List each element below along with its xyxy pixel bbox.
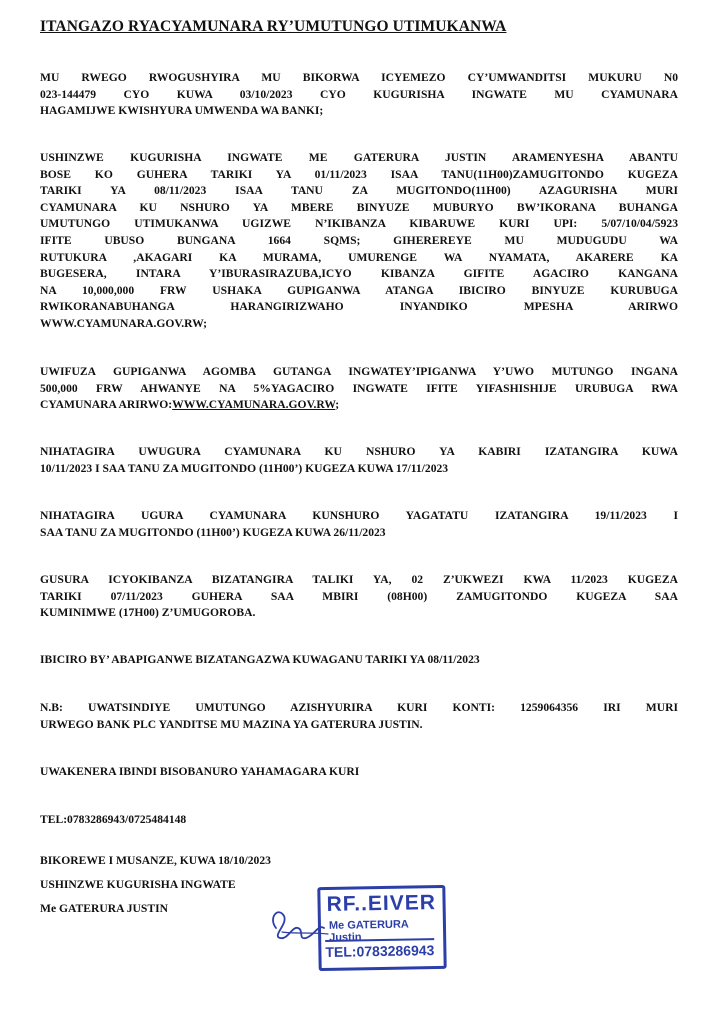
text-line: TARIKI YA 08/11/2023 ISAA TANU ZA MUGITONDO(11H00) AZAGURISHA MURI	[40, 184, 678, 198]
text-line: BOSE KO GUHERA TARIKI YA 01/11/2023 ISAA TANU(11H00)ZAMUGITONDO KUGEZA	[40, 167, 678, 181]
text-line: HAGAMIJWE KWISHYURA UMWENDA WA BANKI;	[40, 104, 324, 118]
paragraph-contact-info	[40, 764, 678, 781]
paragraph-phone	[40, 812, 678, 829]
closing-place-date: BIKOREWE I MUSANZE, KUWA 18/10/2023	[40, 854, 271, 867]
text-line: NIHATAGIRA UWUGURA CYAMUNARA KU NSHURO YA KABIRI IZATANGIRA KUWA	[40, 445, 678, 458]
text-line: RUTUKURA ,AKAGARI KA MURAMA, UMURENGE WA NYAMATA, AKARERE KA	[40, 250, 678, 264]
text-line: NIHATAGIRA UGURA CYAMUNARA KUNSHURO YAGATATU IZATANGIRA 19/11/2023 I	[40, 509, 678, 522]
official-stamp	[258, 884, 448, 974]
text-line: IBICIRO BY’ ABAPIGANWE BIZATANGAZWA KUWAGANU TARIKI YA 08/11/2023	[40, 653, 480, 666]
paragraph-third-round	[40, 508, 678, 541]
text-line: IFITE UBUSO BUNGANA 1664 SQMS; GIHEREREYE MU MUDUGUDU WA	[40, 233, 678, 247]
website-link[interactable]: WWW.CYAMUNARA.GOV.RW	[172, 398, 336, 412]
phone-numbers: TEL:0783286943/0725484148	[40, 813, 187, 826]
text-line	[40, 397, 678, 414]
text-line: UWAKENERA IBINDI BISOBANURO YAHAMAGARA KURI	[40, 765, 360, 778]
stamp-box	[317, 885, 446, 971]
text-segment: CYAMUNARA ARIRWO:	[40, 398, 173, 412]
text-line: KUMINIMWE (17H00) Z’UMUGOROBA.	[40, 606, 256, 620]
paragraph-court-order	[40, 70, 678, 120]
text-line: BUGESERA, INTARA Y’IBURASIRAZUBA,ICYO KIBANZA GIFITE AGACIRO KANGANA	[40, 267, 678, 281]
text-line: MU RWEGO RWOGUSHYIRA MU BIKORWA ICYEMEZO CY’UMWANDITSI MUKURU N0	[40, 71, 678, 84]
closing-name: Me GATERURA JUSTIN	[40, 902, 168, 915]
text-segment: ;	[335, 398, 340, 412]
text-line: N.B: UWATSINDIYE UMUTUNGO AZISHYURIRA KURI KONTI: 1259064356 IRI MURI	[40, 701, 678, 714]
text-line: 023-144479 CYO KUWA 03/10/2023 CYO KUGURISHA INGWATE MU CYAMUNARA	[40, 87, 678, 101]
stamp-title: RF..EIVER	[326, 891, 437, 916]
text-line: 10/11/2023 I SAA TANU ZA MUGITONDO (11H00’) KUGEZA KUWA 17/11/2023	[40, 461, 449, 475]
text-line: URWEGO BANK PLC YANDITSE MU MAZINA YA GATERURA JUSTIN.	[40, 717, 423, 731]
paragraph-second-round	[40, 444, 678, 477]
text-line: USHINZWE KUGURISHA INGWATE ME GATERURA JUSTIN ARAMENYESHA ABANTU	[40, 151, 678, 164]
paragraph-results-announcement	[40, 652, 678, 669]
text-line: 500,000 FRW AHWANYE NA 5%YAGACIRO INGWATE IFITE YIFASHISHIJE URUBUGA RWA	[40, 381, 678, 395]
paragraph-site-visit	[40, 572, 678, 622]
text-line: TARIKI 07/11/2023 GUHERA SAA MBIRI (08H00) ZAMUGITONDO KUGEZA SAA	[40, 589, 678, 603]
text-line: CYAMUNARA KU NSHURO YA MBERE BINYUZE MUBURYO BW’IKORANA BUHANGA	[40, 200, 678, 214]
closing-role: USHINZWE KUGURISHA INGWATE	[40, 878, 236, 891]
text-line: SAA TANU ZA MUGITONDO (11H00’) KUGEZA KUWA 26/11/2023	[40, 525, 386, 539]
text-line: WWW.CYAMUNARA.GOV.RW;	[40, 316, 207, 330]
paragraph-auction-details	[40, 150, 678, 333]
text-line: NA 10,000,000 FRW USHAKA GUPIGANWA ATANGA IBICIRO BINYUZE KURUBUGA	[40, 283, 678, 297]
text-line: RWIKORANABUHANGA HARANGIRIZWAHO INYANDIKO MPESHA ARIRWO	[40, 300, 678, 314]
stamp-phone: TEL:0783286943	[325, 938, 434, 960]
paragraph-payment-note	[40, 700, 678, 733]
document-title: ITANGAZO RYACYAMUNARA RY’UMUTUNGO UTIMUKANWA	[40, 18, 507, 35]
text-line: UMUTUNGO UTIMUKANWA UGIZWE N’IKIBANZA KIBARUWE KURI UPI: 5/07/10/04/5923	[40, 217, 678, 231]
text-line: GUSURA ICYOKIBANZA BIZATANGIRA TALIKI YA, 02 Z’UKWEZI KWA 11/2023 KUGEZA	[40, 573, 678, 586]
stamp-name: Me GATERURA Justin	[328, 918, 409, 944]
text-line: UWIFUZA GUPIGANWA AGOMBA GUTANGA INGWATEY’IPIGANWA Y’UWO MUTUNGO INGANA	[40, 365, 678, 378]
paragraph-bid-deposit	[40, 364, 678, 414]
